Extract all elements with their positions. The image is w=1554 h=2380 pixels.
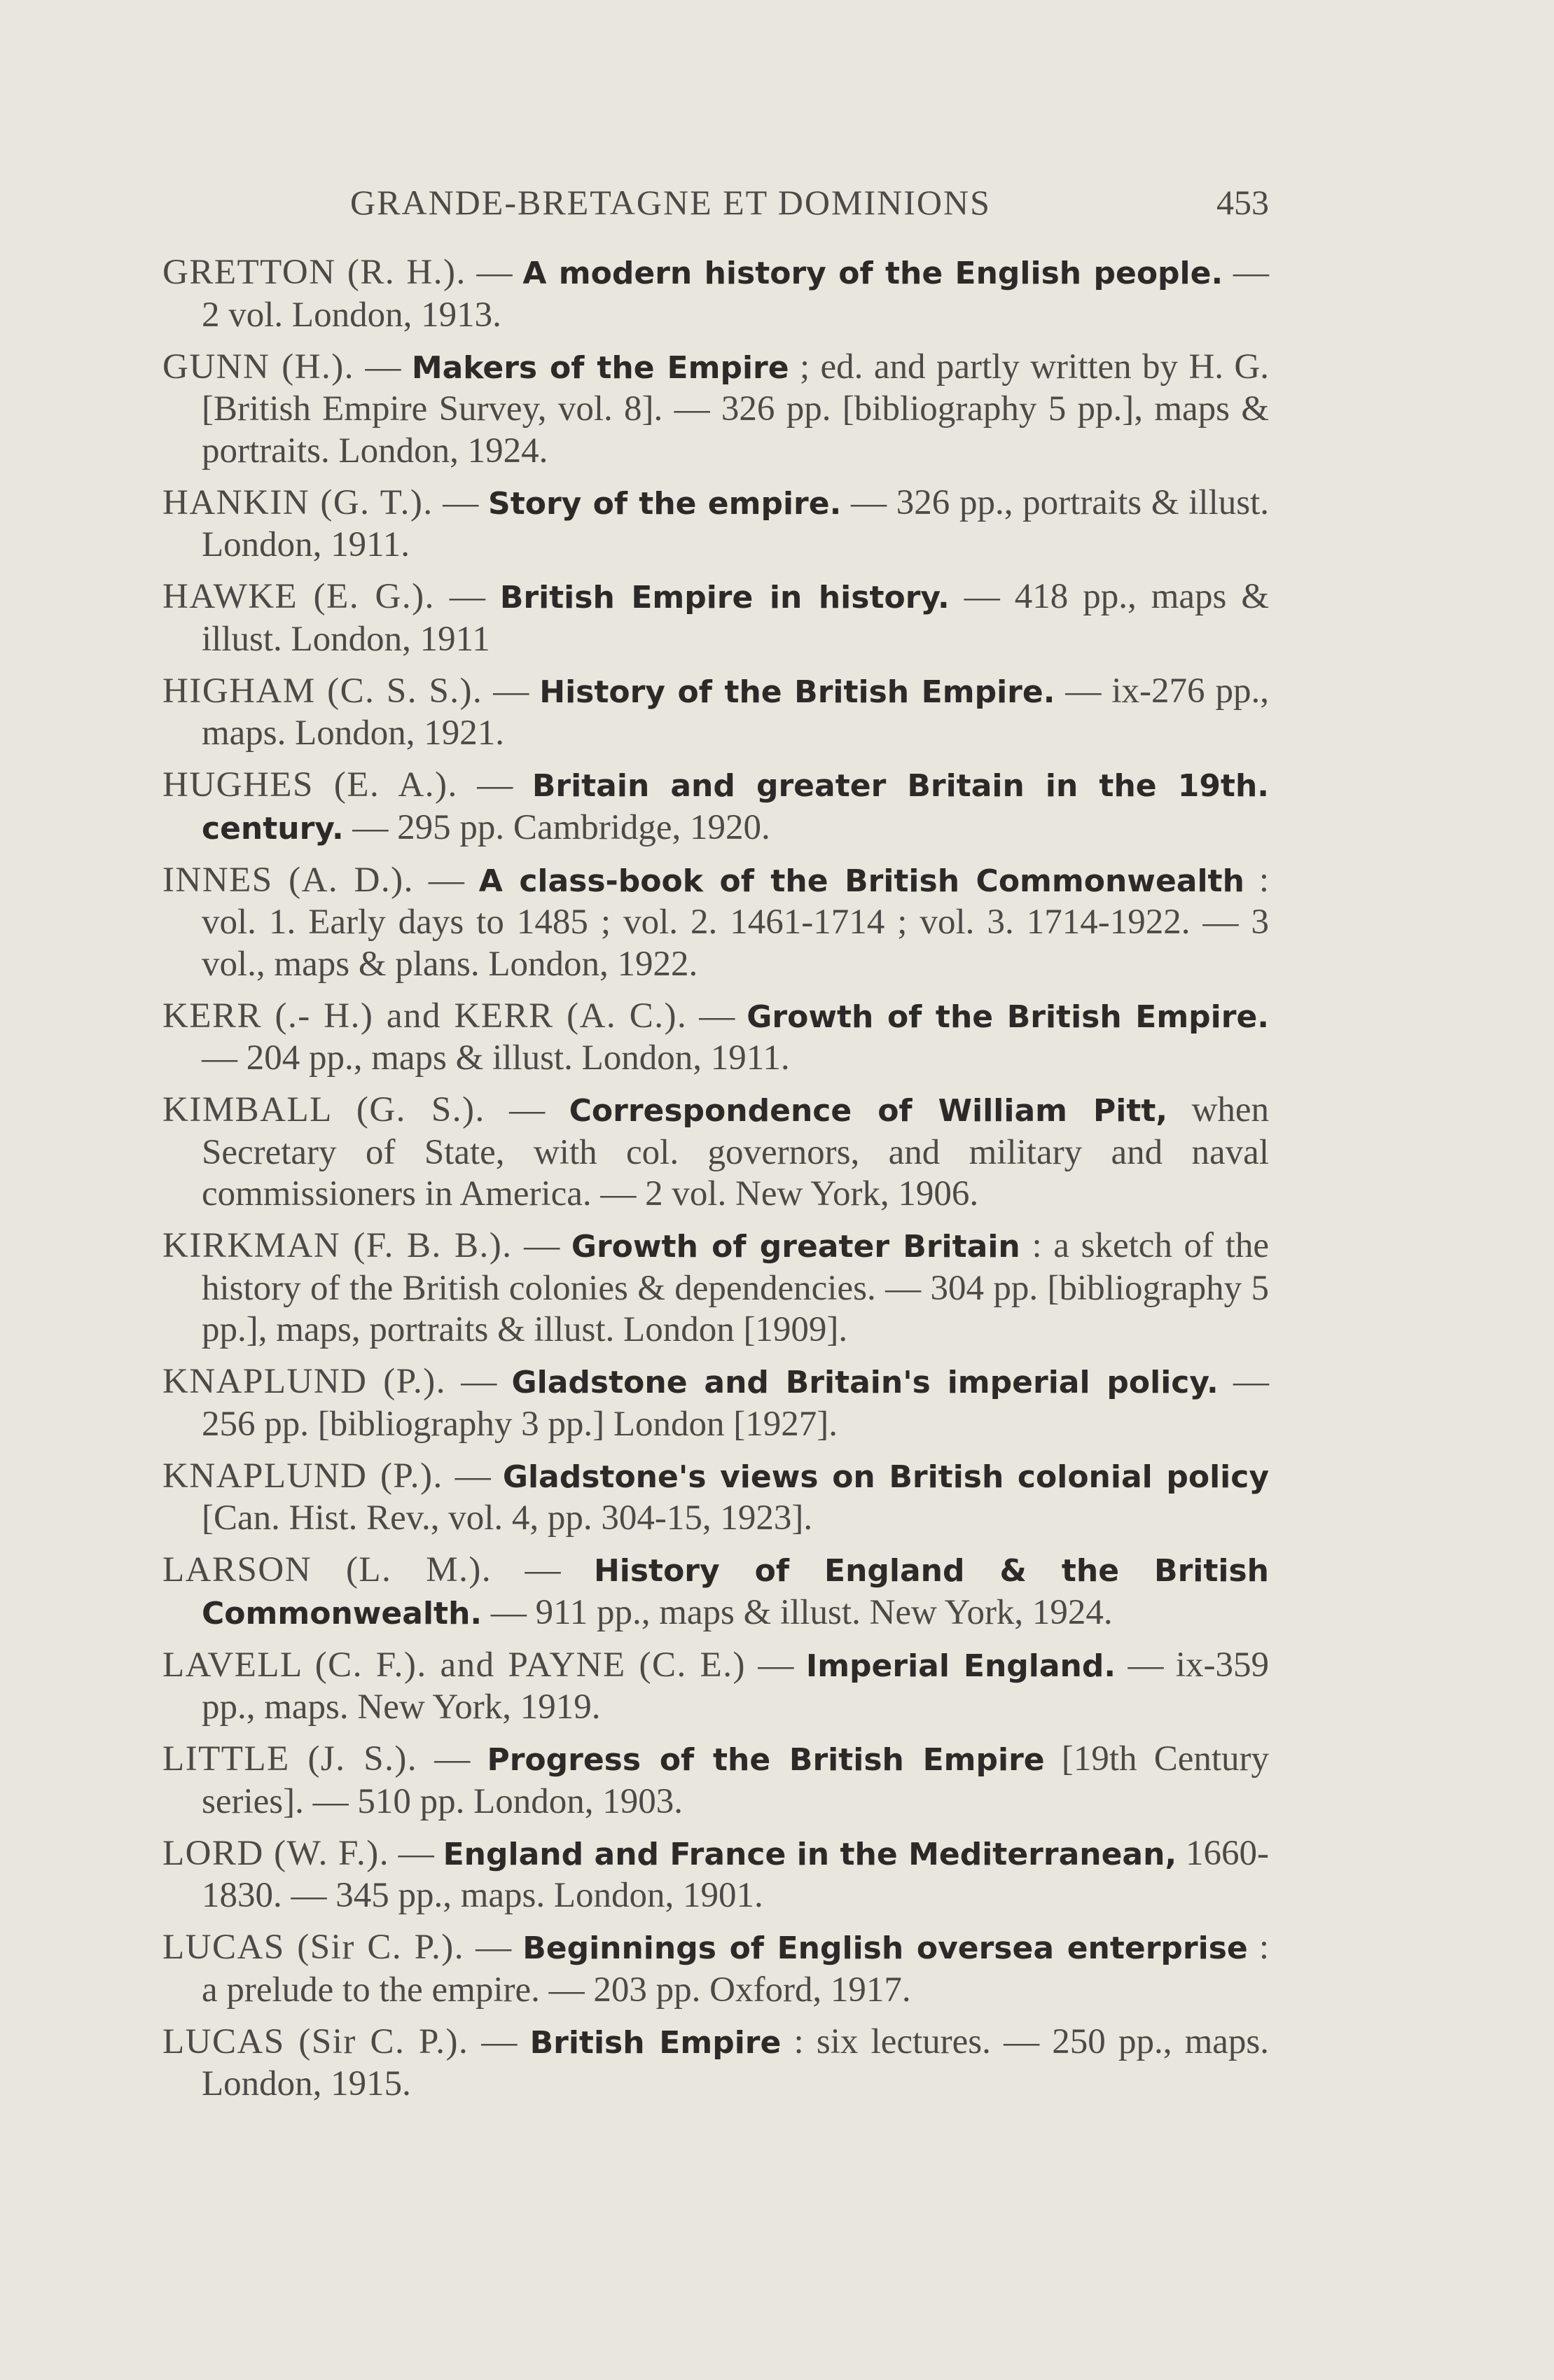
bibliography-entry: KIRKMAN (F. B. B.). — Growth of greater Britain : a sketch of the history of the British colonies & dependencies. — 304 pp. [bibliography 5 pp.], maps, portraits & illust. London [1909]. bbox=[162, 1226, 1270, 1349]
entry-description: : a sketch of the history of the British colonies & dependencies. — 304 pp. [bibliography 5 pp.], maps, portraits & illust. London [1909]. bbox=[202, 1226, 1270, 1349]
bibliography-entry: LARSON (L. M.). — History of England & the British Commonwealth. — 911 pp., maps & illust. New York, 1924. bbox=[162, 1550, 1269, 1632]
entry-author: LAVELL (C. F.). and PAYNE (C. E.) bbox=[162, 1645, 747, 1685]
bibliography-entry: LAVELL (C. F.). and PAYNE (C. E.) — Imperial England. — ix-359 pp., maps. New York, 1919. bbox=[162, 1645, 1270, 1727]
running-head: GRANDE-BRETAGNE ET DOMINIONS bbox=[350, 183, 991, 222]
entry-title: England and France in the Mediterranean, bbox=[443, 1836, 1177, 1872]
bibliography-entry: HIGHAM (C. S. S.). — History of the British Empire. — ix-276 pp., maps. London, 1921. bbox=[162, 671, 1270, 753]
bibliography-entry: INNES (A. D.). — A class-book of the British Commonwealth : vol. 1. Early days to 1485 ; vol. 2. 1461-1714 ; vol. 3. 1714-1922. — 3 vol., maps & plans. London, 1922. bbox=[162, 860, 1270, 984]
entry-description: — 326 pp., portraits & illust. London, 1911. bbox=[202, 482, 1270, 564]
entry-author: LORD (W. F.). bbox=[162, 1833, 389, 1873]
bibliography-entry: HUGHES (E. A.). — Britain and greater Britain in the 19th. century. — 295 pp. Cambridge, 1920. bbox=[162, 765, 1269, 847]
entry-title: Imperial England. bbox=[805, 1648, 1116, 1684]
entry-author: KIRKMAN (F. B. B.). bbox=[162, 1226, 513, 1265]
bibliography-entry: LUCAS (Sir C. P.). — Beginnings of English oversea enterprise : a prelude to the empire. — 203 pp. Oxford, 1917. bbox=[162, 1928, 1270, 2010]
entry-title: History of England & the British Commonwealth. bbox=[202, 1553, 1269, 1631]
entry-title: British Empire in history. bbox=[499, 580, 950, 615]
entry-title: Growth of greater Britain bbox=[571, 1229, 1020, 1265]
page-number: 453 bbox=[1216, 183, 1269, 222]
entry-title: British Empire bbox=[529, 2024, 782, 2061]
entry-description: — 295 pp. Cambridge, 1920. bbox=[352, 807, 770, 847]
entry-author: LUCAS (Sir C. P.). bbox=[162, 1928, 464, 1967]
entry-title: Progress of the British Empire bbox=[487, 1742, 1045, 1778]
entry-author: GUNN (H.). bbox=[162, 347, 355, 387]
entry-title: Story of the empire. bbox=[488, 485, 842, 522]
bibliography-entry: LITTLE (J. S.). — Progress of the British Empire [19th Century series]. — 510 pp. London, 1903. bbox=[162, 1739, 1270, 1821]
bibliography-list bbox=[162, 252, 1269, 2115]
bibliography-entry: LUCAS (Sir C. P.). — British Empire : six lectures. — 250 pp., maps. London, 1915. bbox=[162, 2021, 1270, 2103]
bibliography-entry: KNAPLUND (P.). — Gladstone and Britain's imperial policy. — 256 pp. [bibliography 3 pp.] London [1927]. bbox=[162, 1362, 1270, 1444]
entry-author: HUGHES (E. A.). bbox=[162, 765, 458, 805]
entry-title: Beginnings of English oversea enterprise bbox=[522, 1930, 1248, 1966]
entry-author: KNAPLUND (P.). bbox=[162, 1362, 446, 1401]
bibliography-entry: KIMBALL (G. S.). — Correspondence of William Pitt, when Secretary of State, with col. governors, and military and naval commissioners in America. — 2 vol. New York, 1906. bbox=[162, 1090, 1270, 1213]
entry-description: — 911 pp., maps & illust. New York, 1924. bbox=[490, 1592, 1113, 1632]
entry-author: GRETTON (R. H.). bbox=[162, 253, 466, 292]
entry-author: LUCAS (Sir C. P.). bbox=[162, 2021, 469, 2061]
entry-title: History of the British Empire. bbox=[539, 674, 1055, 710]
entry-description: when Secretary of State, with col. governors, and military and naval commissioners in America. — 2 vol. New York, 1906. bbox=[202, 1090, 1270, 1213]
entry-author: HIGHAM (C. S. S.). bbox=[162, 671, 483, 711]
bibliography-entry: KNAPLUND (P.). — Gladstone's views on British colonial policy [Can. Hist. Rev., vol. 4, pp. 304-15, 1923]. bbox=[162, 1456, 1269, 1538]
entry-author: LARSON (L. M.). bbox=[162, 1550, 492, 1589]
entry-description: [Can. Hist. Rev., vol. 4, pp. 304-15, 1923]. bbox=[202, 1498, 813, 1538]
bibliography-entry: GUNN (H.). — Makers of the Empire ; ed. and partly written by H. G. [British Empire Survey, vol. 8]. — 326 pp. [bibliography 5 pp.], maps & portraits. London, 1924. bbox=[162, 347, 1270, 471]
bibliography-entry: GRETTON (R. H.). — A modern history of the English people. — 2 vol. London, 1913. bbox=[162, 253, 1270, 335]
entry-title: Growth of the British Empire. bbox=[747, 998, 1270, 1035]
entry-author: KERR (.- H.) and KERR (A. C.). bbox=[162, 996, 688, 1036]
bibliography-entry: HAWKE (E. G.). — British Empire in history. — 418 pp., maps & illust. London, 1911 bbox=[162, 577, 1269, 659]
bibliography-entry: KERR (.- H.) and KERR (A. C.). — Growth of the British Empire. — 204 pp., maps & illust. London, 1911. bbox=[162, 996, 1270, 1078]
entry-description: — 256 pp. [bibliography 3 pp.] London [1927]. bbox=[202, 1362, 1270, 1444]
bibliography-entry: HANKIN (G. T.). — Story of the empire. — 326 pp., portraits & illust. London, 1911. bbox=[162, 482, 1270, 564]
entry-title: Britain and greater Britain in the 19th. century. bbox=[202, 768, 1269, 847]
entry-author: HANKIN (G. T.). bbox=[162, 482, 433, 522]
entry-author: KIMBALL (G. S.). bbox=[162, 1090, 485, 1129]
entry-description: — 204 pp., maps & illust. London, 1911. bbox=[202, 1038, 790, 1078]
bibliography-entry: LORD (W. F.). — England and France in the Mediterranean, 1660-1830. — 345 pp., maps. London, 1901. bbox=[162, 1833, 1269, 1915]
entry-title: A class-book of the British Commonwealth bbox=[478, 863, 1244, 899]
entry-title: Makers of the Empire bbox=[411, 349, 789, 386]
entry-author: LITTLE (J. S.). bbox=[162, 1739, 418, 1779]
entry-description: — 2 vol. London, 1913. bbox=[202, 253, 1270, 335]
entry-description: ; ed. and partly written by H. G. [British Empire Survey, vol. 8]. — 326 pp. [bibliography 5 pp.], maps & portraits. London, 1924. bbox=[202, 347, 1270, 471]
entry-title: Correspondence of William Pitt, bbox=[569, 1093, 1168, 1129]
entry-title: A modern history of the English people. bbox=[522, 256, 1223, 291]
entry-description: : vol. 1. Early days to 1485 ; vol. 2. 1461-1714 ; vol. 3. 1714-1922. — 3 vol., maps & plans. London, 1922. bbox=[202, 860, 1270, 984]
entry-description: : a prelude to the empire. — 203 pp. Oxford, 1917. bbox=[202, 1928, 1270, 2010]
entry-description: — 418 pp., maps & illust. London, 1911 bbox=[202, 577, 1269, 659]
entry-author: KNAPLUND (P.). bbox=[162, 1456, 443, 1496]
entry-description: — ix-276 pp., maps. London, 1921. bbox=[202, 671, 1270, 753]
entry-title: Gladstone and Britain's imperial policy. bbox=[511, 1365, 1219, 1400]
entry-description: 1660-1830. — 345 pp., maps. London, 1901. bbox=[202, 1833, 1269, 1915]
entry-description: — ix-359 pp., maps. New York, 1919. bbox=[202, 1645, 1270, 1727]
entry-author: INNES (A. D.). bbox=[162, 860, 414, 900]
page-header bbox=[162, 176, 1269, 232]
entry-description: : six lectures. — 250 pp., maps. London, 1915. bbox=[202, 2021, 1270, 2103]
entry-title: Gladstone's views on British colonial policy bbox=[502, 1459, 1269, 1495]
entry-author: HAWKE (E. G.). bbox=[162, 577, 435, 616]
entry-description: [19th Century series]. — 510 pp. London, 1903. bbox=[202, 1739, 1270, 1821]
